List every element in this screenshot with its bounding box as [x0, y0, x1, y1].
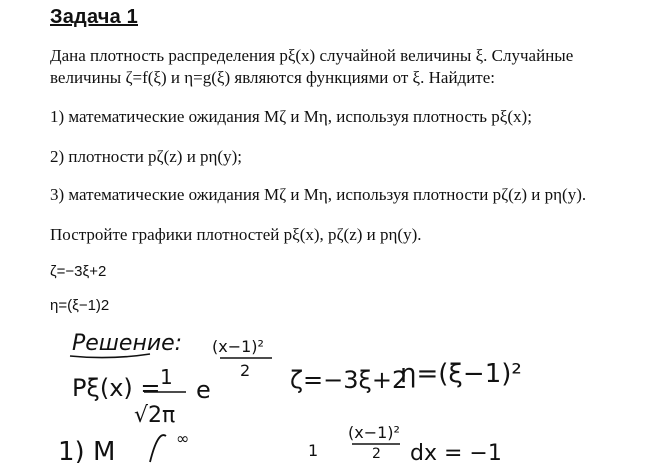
density-frac-numerator: 1	[160, 365, 173, 389]
task-paragraph-1: Дана плотность распределения pξ(x) случайной величины ξ. Случайные	[50, 46, 574, 65]
step1-exponent-denominator: 2	[372, 446, 381, 462]
integral-sign	[150, 435, 166, 462]
handwritten-solution	[0, 318, 666, 463]
density-lhs: Pξ(x) =	[72, 374, 161, 402]
task-item-1: 1) математические ожидания Mζ и Mη, используя плотность pξ(x);	[50, 107, 532, 126]
zeta-handwritten: ζ=−3ξ+2	[290, 366, 408, 394]
step1-start: 1) M	[58, 437, 116, 463]
density-exp-base: e	[196, 376, 211, 404]
eta-handwritten: η=(ξ−1)²	[400, 359, 522, 389]
density-frac-denominator: √2π	[134, 403, 176, 428]
step1-exponent: (x−1)²	[348, 423, 400, 442]
density-exponent-numerator: (x−1)²	[212, 337, 264, 356]
density-exponent-denominator: 2	[240, 361, 251, 380]
integral-upper-limit: ∞	[176, 429, 190, 448]
task-item-3: 3) математические ожидания Mζ и Mη, используя плотности pζ(z) и pη(y).	[50, 185, 587, 204]
task-heading: Задача 1	[50, 6, 138, 28]
task-graphs: Постройте графики плотностей pξ(x), pζ(z) и pη(y).	[50, 225, 422, 244]
solution-label: Решение:	[72, 331, 183, 356]
step1-factor: 1	[308, 441, 319, 460]
zeta-formula: ζ=−3ξ+2	[50, 263, 107, 280]
step1-end: dx = −1	[410, 441, 502, 463]
task-paragraph-2: величины ζ=f(ξ) и η=g(ξ) являются функциями от ξ. Найдите:	[50, 68, 496, 87]
eta-formula: η=(ξ−1)2	[50, 297, 110, 314]
task-item-2: 2) плотности pζ(z) и pη(y);	[50, 147, 242, 166]
